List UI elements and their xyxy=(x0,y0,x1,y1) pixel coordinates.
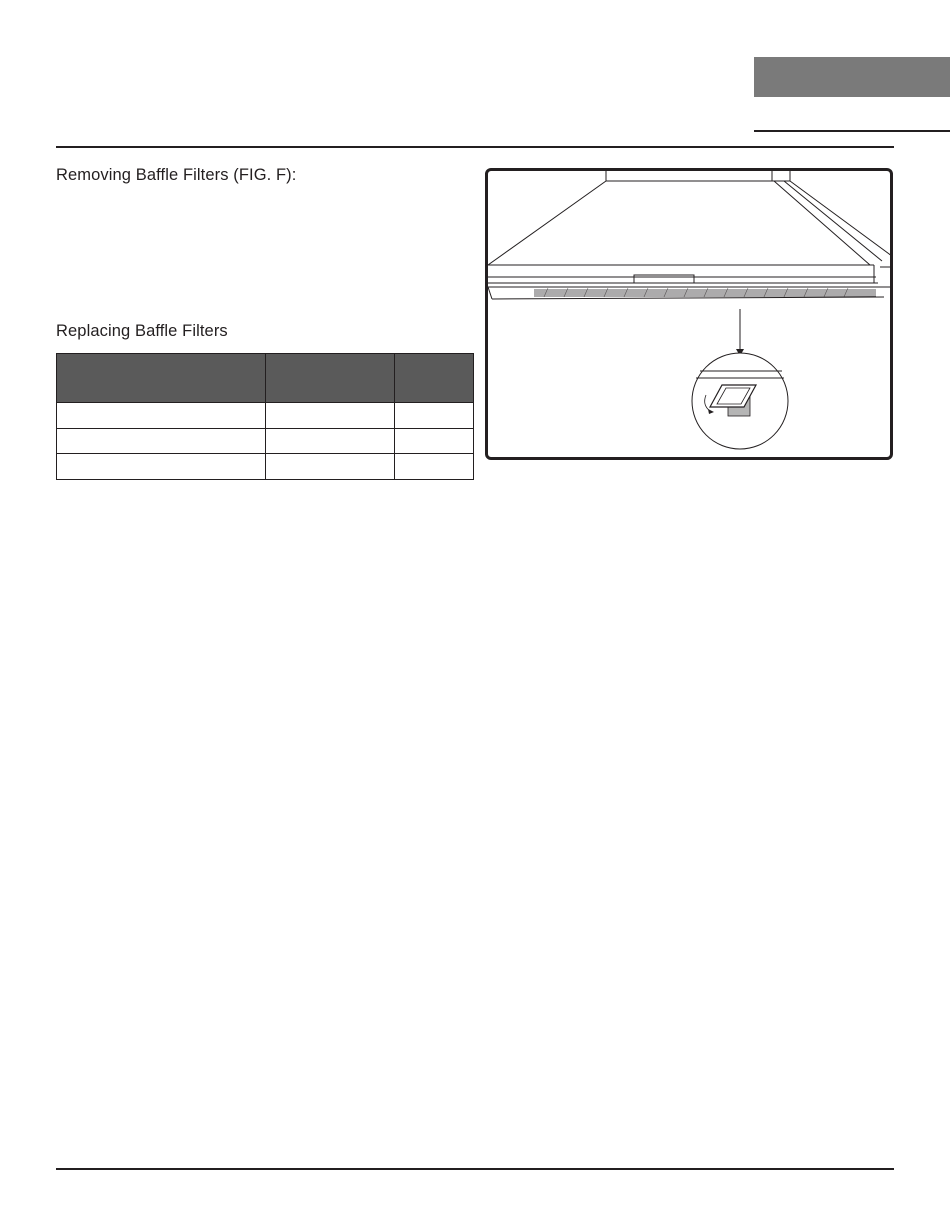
section-tab-rule xyxy=(754,130,950,132)
range-hood-icon xyxy=(488,171,893,460)
figure-f xyxy=(485,168,893,460)
table-cell xyxy=(57,454,266,480)
filter-table xyxy=(56,353,474,480)
table-cell xyxy=(265,428,394,454)
table-header-cell xyxy=(265,354,394,403)
table-row xyxy=(57,403,474,429)
table-cell xyxy=(265,454,394,480)
table-cell xyxy=(395,454,474,480)
table-cell xyxy=(395,403,474,429)
table-row xyxy=(57,428,474,454)
header-rule xyxy=(56,146,894,148)
table-header-cell xyxy=(57,354,266,403)
table-header-cell xyxy=(395,354,474,403)
table-cell xyxy=(57,403,266,429)
table-cell xyxy=(265,403,394,429)
table-cell xyxy=(57,428,266,454)
table-header-row xyxy=(57,354,474,403)
table-cell xyxy=(395,428,474,454)
removing-filters-heading: Removing Baffle Filters (FIG. F): xyxy=(56,166,297,184)
filter-handle-detail-icon xyxy=(692,353,788,449)
replacing-filters-heading: Replacing Baffle Filters xyxy=(56,322,228,340)
table-row xyxy=(57,454,474,480)
section-tab xyxy=(754,57,950,97)
footer-rule xyxy=(56,1168,894,1170)
